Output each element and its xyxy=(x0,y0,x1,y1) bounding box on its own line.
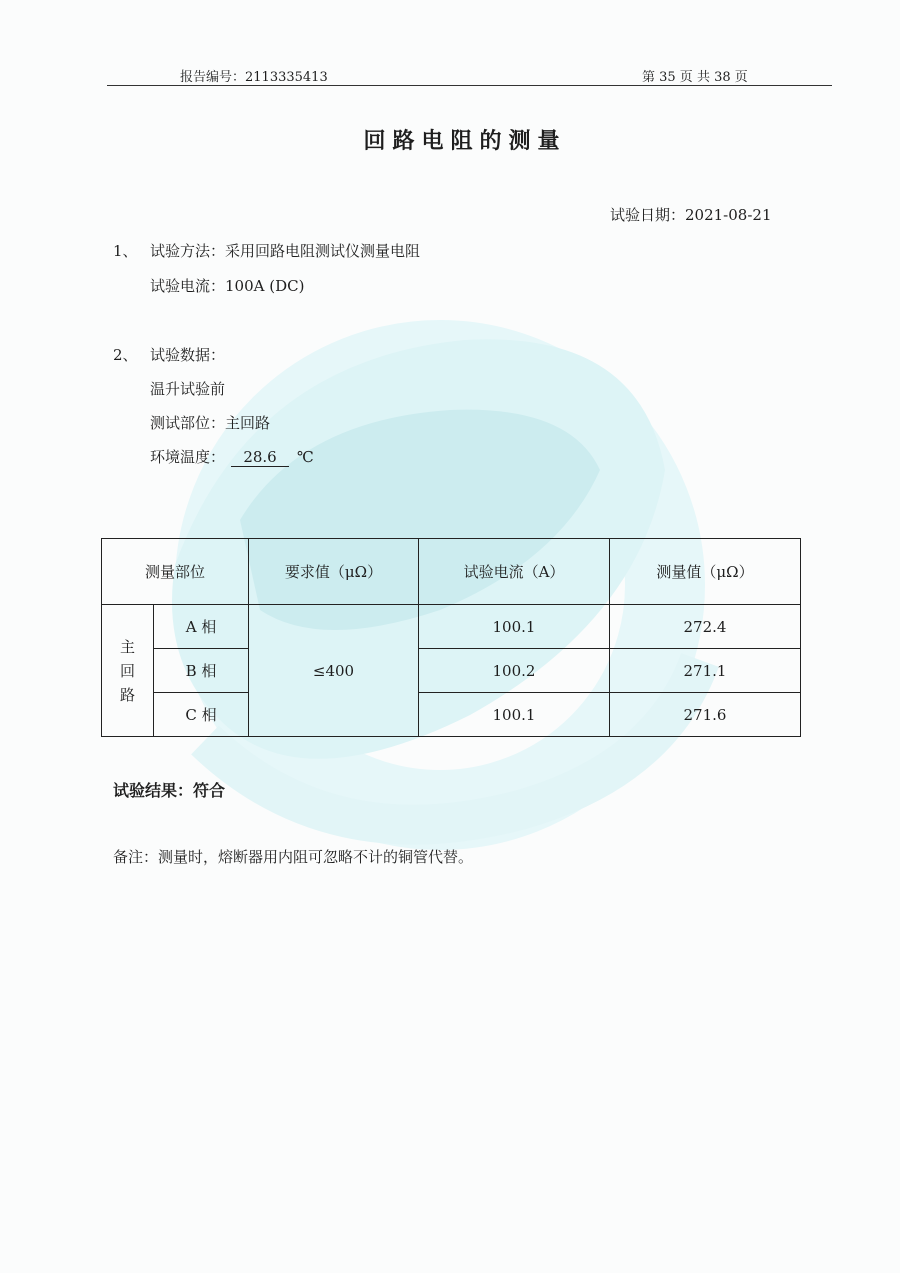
table-row xyxy=(102,649,801,693)
requirement-value: ≤400 xyxy=(249,605,419,737)
header-measured: 测量值（μΩ） xyxy=(610,539,801,605)
test-condition: 温升试验前 xyxy=(150,380,226,398)
ambient-unit: ℃ xyxy=(297,448,314,466)
test-result: 试验结果：符合 xyxy=(113,781,226,800)
value-c: 271.6 xyxy=(610,693,801,737)
header-current: 试验电流（A） xyxy=(419,539,610,605)
ambient-label: 环境温度： xyxy=(150,448,226,466)
phase-a: A 相 xyxy=(154,605,249,649)
table-header-row xyxy=(102,539,801,605)
current-b: 100.2 xyxy=(419,649,610,693)
phase-c: C 相 xyxy=(154,693,249,737)
test-current: 试验电流：100A (DC) xyxy=(150,277,305,295)
section-1-number: 1、 xyxy=(113,242,138,260)
resistance-table xyxy=(101,538,801,737)
section-2-number: 2、 xyxy=(113,346,138,364)
ambient-temperature xyxy=(150,446,314,467)
header-location: 测量部位 xyxy=(102,539,249,605)
value-b: 271.1 xyxy=(610,649,801,693)
header-requirement: 要求值（μΩ） xyxy=(249,539,419,605)
test-date: 试验日期：2021-08-21 xyxy=(610,206,772,224)
value-a: 272.4 xyxy=(610,605,801,649)
phase-b: B 相 xyxy=(154,649,249,693)
test-location: 测试部位：主回路 xyxy=(150,414,271,432)
table-row xyxy=(102,605,801,649)
header-divider xyxy=(107,85,832,86)
report-number: 报告编号：2113335413 xyxy=(180,70,328,85)
page-number: 第 35 页 共 38 页 xyxy=(642,70,748,85)
ambient-value: 28.6 xyxy=(231,448,289,467)
group-label-main-circuit: 主 回 路 xyxy=(102,605,154,737)
test-method: 试验方法：采用回路电阻测试仪测量电阻 xyxy=(150,242,421,260)
table-row xyxy=(102,693,801,737)
current-a: 100.1 xyxy=(419,605,610,649)
page-title: 回路电阻的测量 xyxy=(363,128,567,154)
current-c: 100.1 xyxy=(419,693,610,737)
remark: 备注：测量时，熔断器用内阻可忽略不计的铜管代替。 xyxy=(113,848,474,866)
test-data-label: 试验数据： xyxy=(150,346,226,364)
